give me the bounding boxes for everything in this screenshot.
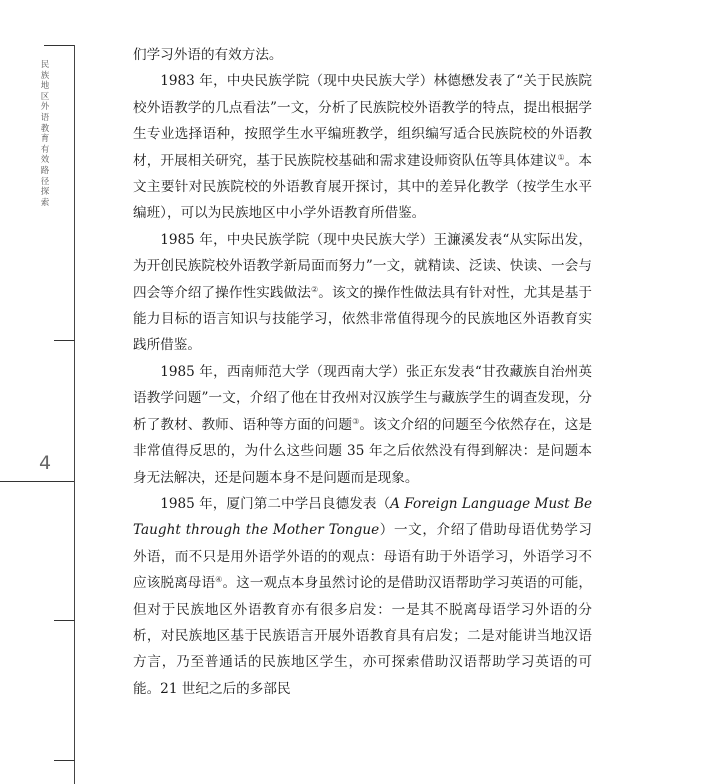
margin-vertical-line-lower (74, 481, 75, 784)
paragraph-text: ）一文，介绍了借助母语优势学习外语，而不只是用外语学外语的的观点：母语有助于外语学习，外语学习不应该脱离母语 (133, 522, 593, 592)
paragraph (133, 359, 592, 491)
paragraph-text: 们学习外语的有效方法。 (133, 47, 283, 63)
paragraph-text: 1985 年，西南师范大学（现西南大学）张正东发表“甘孜藏族自治州英语教学问题”一文，介绍了他在甘孜州对汉族学生与藏族学生的调查发现，分析了教材、教师、语种等方面的问题 (133, 363, 592, 433)
paragraph (133, 491, 592, 702)
margin-tick-2 (54, 620, 75, 621)
paragraph-text: 。这一观点本身虽然讨论的是借助汉语帮助学习英语的可能，但对于民族地区外语教育亦有很多启发：一是其不脱离母语学习外语的分析，对民族地区基于民族语言开展外语教育具有启发；二是对能讲当地汉语方言，乃至普通话的民族地区学生，亦可探索借助汉语帮助学习英语的可能。21 世纪之后的多部民 (133, 575, 593, 697)
footnote-marker: ② (311, 284, 319, 294)
header-rule (44, 45, 75, 46)
paragraph-text: 1985 年，中央民族学院（现中央民族大学）王濂溪发表“从实际出发，为开创民族院校外语教学新局面而努力”一文，就精读、泛读、快读、一会与四会等介绍了操作性实践做法 (133, 231, 592, 301)
footnote-marker: ④ (215, 575, 223, 585)
margin-vertical-line (74, 45, 75, 481)
paragraph-text: 。该文的操作性做法具有针对性，尤其是基于能力目标的语言知识与技能学习，依然非常值得现今的民族地区外语教育实践所借鉴。 (133, 284, 593, 354)
paragraph (133, 68, 592, 226)
margin-tick-3 (54, 760, 75, 761)
page-number: 4 (38, 452, 52, 474)
footnote-marker: ③ (352, 416, 360, 426)
paragraph-text: 1983 年，中央民族学院（现中央民族大学）林德懋发表了“关于民族院校外语教学的几点看法”一文，分析了民族院校外语教学的特点，提出根据学生专业选择语种，按照学生水平编班教学，组织编写适合民族院校的外语教材，开展相关研究，基于民族院校基础和需求建设师资队伍等具体建议 (133, 73, 592, 169)
paragraph-text: 。该文介绍的问题至今依然存在，这是非常值得反思的，为什么这些问题 35 年之后依然没有得到解决：是问题本身无法解决，还是问题本身不是问题而是现象。 (133, 416, 593, 486)
paragraph (133, 42, 592, 68)
footnote-marker: ① (557, 152, 565, 162)
paragraph-text: 。本文主要针对民族院校的外语教育展开探讨，其中的差异化教学（按学生水平编班），可以为民族地区中小学外语教育所借鉴。 (133, 152, 593, 222)
body-text (133, 42, 592, 702)
italic-title: A Foreign Language Must Be Taught through the Mother Tongue (133, 495, 592, 539)
page-number-rule (0, 481, 75, 482)
margin-tick-1 (54, 340, 75, 341)
running-title: 民族地区外语教育有效路径探索 (40, 60, 50, 208)
paragraph (133, 227, 592, 359)
paragraph-text: 1985 年，厦门第二中学吕良德发表（ (160, 495, 391, 512)
